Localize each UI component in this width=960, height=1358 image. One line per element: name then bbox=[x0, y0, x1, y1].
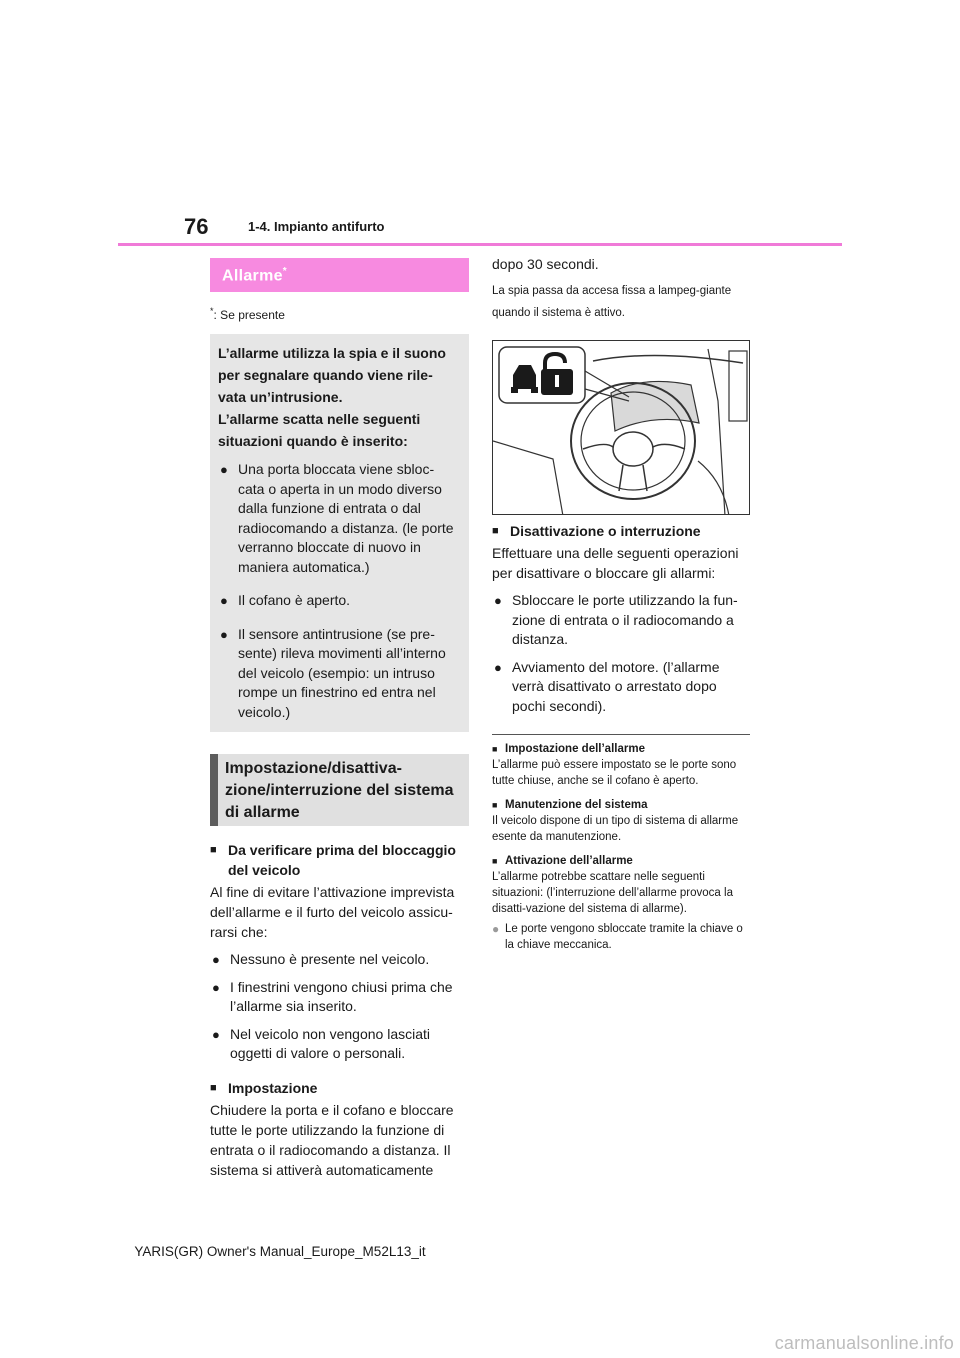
setting-heading bbox=[210, 1078, 469, 1098]
square-bullet-icon: ■ bbox=[492, 800, 498, 810]
bullet-icon: ● bbox=[492, 922, 500, 936]
note-bullet bbox=[492, 921, 750, 953]
notes-block bbox=[492, 741, 750, 953]
list-item-text: I finestrini vengono chiusi prima che l’allarme sia inserito. bbox=[230, 978, 453, 1014]
bullet-icon: ● bbox=[212, 979, 220, 995]
manual-id-text: YARIS(GR) Owner's Manual_Europe_M52L13_it bbox=[134, 1244, 426, 1259]
footnote-text: : Se presente bbox=[213, 308, 285, 322]
settings-section-heading bbox=[210, 754, 469, 826]
intro-line: per segnalare quando viene rile- bbox=[218, 367, 433, 383]
check-text: Al fine di evitare l’attivazione imprevista dell’allarme e il furto del veicolo assicu-rarsi che: bbox=[210, 884, 455, 940]
list-item-text: Una porta bloccata viene sbloc-cata o aperta in un modo diverso dalla funzione di entrata o dal radiocomando a distanza. (le porte verranno bloccate di nuovo in maniera automatica.) bbox=[238, 461, 454, 575]
list-item-text: Avviamento del motore. (l’allarme verrà disattivato o arrestato dopo pochi secondi). bbox=[512, 658, 720, 714]
square-bullet-icon: ■ bbox=[210, 844, 217, 856]
list-item bbox=[210, 950, 469, 970]
footnote-mark: * bbox=[210, 306, 214, 316]
bullet-icon: ● bbox=[212, 1026, 220, 1042]
note-text: Il veicolo dispone di un tipo di sistema di allarme esente da manutenzione. bbox=[492, 815, 739, 843]
bullet-icon: ● bbox=[220, 593, 228, 608]
page-number: 76 bbox=[184, 214, 209, 239]
section-title: 1-4. Impianto antifurto bbox=[248, 219, 385, 234]
lamp-note: La spia passa da accesa fissa a lampeg-giante quando il sistema è attivo. bbox=[492, 285, 732, 319]
note-group bbox=[492, 797, 750, 845]
check-heading-text: Da verificare prima del bloccaggio del veicolo bbox=[228, 842, 456, 878]
alarm-heading-mark: * bbox=[282, 266, 287, 277]
continuation-text: dopo 30 secondi. bbox=[492, 256, 599, 272]
note-text: L’allarme potrebbe scattare nelle seguenti situazioni: (l’interruzione dell’allarme provoca la disatti-vazione del sistema di allarme). bbox=[492, 871, 733, 915]
bullet-icon: ● bbox=[220, 462, 228, 477]
right-column bbox=[492, 254, 750, 953]
bullet-icon: ● bbox=[494, 593, 502, 608]
list-item bbox=[492, 591, 750, 650]
note-heading bbox=[492, 797, 750, 813]
dashboard-drawing bbox=[493, 341, 750, 515]
alarm-heading-text: Allarme bbox=[222, 267, 283, 285]
list-item bbox=[492, 658, 750, 717]
intro-line: vata un’intrusione. bbox=[218, 389, 343, 405]
footer-manual-id bbox=[0, 1244, 960, 1259]
alarm-summary-box bbox=[210, 334, 469, 732]
setting-heading-text: Impostazione bbox=[228, 1079, 318, 1096]
note-group bbox=[492, 741, 750, 789]
square-bullet-icon: ■ bbox=[210, 1081, 217, 1094]
deactivate-text: Effettuare una delle seguenti operazioni per disattivare o bloccare gli allarmi: bbox=[492, 545, 739, 581]
alarm-intro bbox=[218, 342, 455, 452]
watermark: carmanualsonline.info bbox=[774, 1333, 954, 1353]
square-bullet-icon: ■ bbox=[492, 744, 498, 754]
note-heading-text: Impostazione dell’allarme bbox=[505, 743, 645, 755]
alarm-heading bbox=[210, 258, 469, 292]
square-bullet-icon: ■ bbox=[492, 856, 498, 866]
notes-divider bbox=[492, 734, 750, 735]
setting-text: Chiudere la porta e il cofano e bloccare tutte le porte utilizzando la funzione di entrata o il radiocomando a distanza. Il sistema si attiverà automaticamente bbox=[210, 1101, 454, 1178]
intro-line: situazioni quando è inserito: bbox=[218, 433, 408, 449]
note-text: L’allarme può essere impostato se le porte sono tutte chiuse, anche se il cofano è aperto. bbox=[492, 759, 737, 787]
list-item-text: Nel veicolo non vengono lasciati oggetti di valore o personali. bbox=[230, 1025, 431, 1061]
list-item-text: Nessuno è presente nel veicolo. bbox=[230, 951, 430, 967]
deactivate-heading bbox=[492, 521, 750, 541]
bullet-icon: ● bbox=[212, 952, 220, 967]
note-heading-text: Manutenzione del sistema bbox=[505, 799, 648, 811]
deactivate-heading-text: Disattivazione o interruzione bbox=[510, 523, 701, 539]
note-heading bbox=[492, 741, 750, 757]
bullet-icon: ● bbox=[220, 626, 228, 642]
bullet-icon: ● bbox=[494, 659, 502, 675]
list-item-text: Il sensore antintrusione (se pre-sente) rileva movimenti all’interno del veicolo (esempio: un intruso rompe un finestrino ed entra nel veicolo.) bbox=[238, 625, 446, 720]
square-bullet-icon: ■ bbox=[492, 525, 499, 537]
list-item-text: Il cofano è aperto. bbox=[238, 592, 351, 608]
header-divider bbox=[118, 243, 842, 246]
list-item bbox=[218, 625, 455, 723]
note-group bbox=[492, 853, 750, 953]
intro-line: L’allarme scatta nelle seguenti bbox=[218, 411, 421, 427]
check-heading bbox=[210, 840, 469, 880]
footnote bbox=[210, 306, 469, 322]
note-bullet-text: Le porte vengono sbloccate tramite la chiave o la chiave meccanica. bbox=[505, 923, 743, 951]
note-heading-text: Attivazione dell’allarme bbox=[505, 855, 633, 867]
note-heading bbox=[492, 853, 750, 869]
intro-line: L’allarme utilizza la spia e il suono bbox=[218, 345, 446, 361]
list-item bbox=[210, 1025, 469, 1064]
list-item bbox=[218, 460, 455, 577]
list-item bbox=[218, 591, 455, 611]
settings-section-title: Impostazione/disattiva-zione/interruzione del sistema di allarme bbox=[225, 760, 454, 821]
list-item bbox=[210, 978, 469, 1017]
left-column bbox=[210, 258, 469, 1180]
heading-accent-bar bbox=[210, 754, 218, 826]
dashboard-illustration bbox=[492, 340, 750, 515]
list-item-text: Sbloccare le porte utilizzando la fun-zione di entrata o il radiocomando a distanza. bbox=[512, 592, 738, 647]
